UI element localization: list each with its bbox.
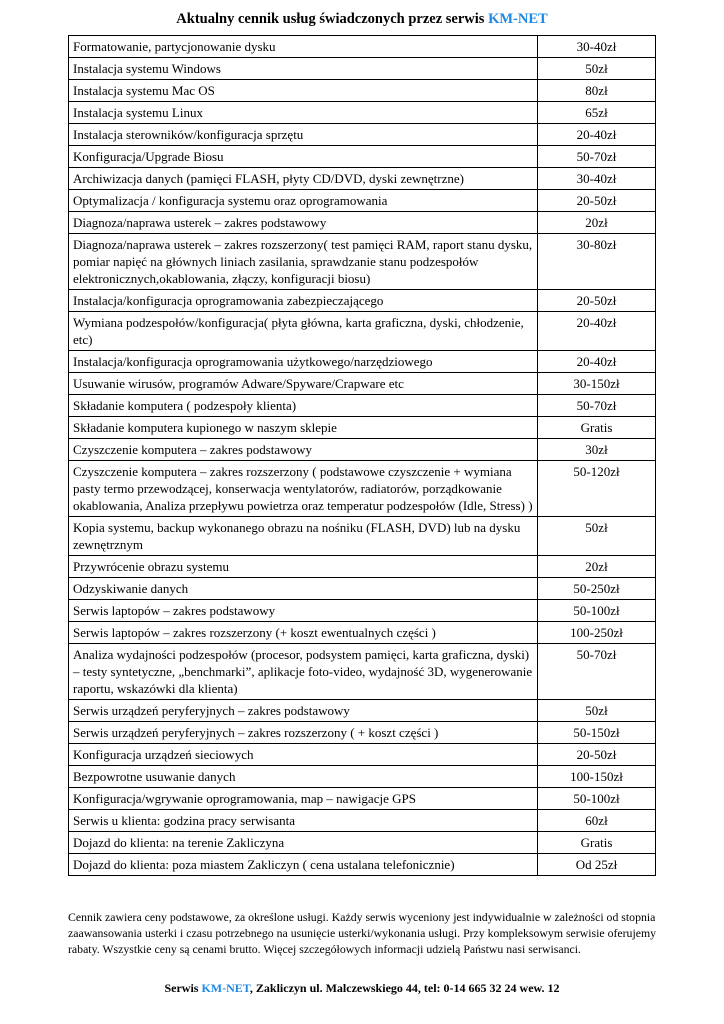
title-text: Aktualny cennik usług świadczonych przez serwis: [176, 11, 485, 27]
table-row: [68, 722, 656, 744]
table-row: [68, 600, 656, 622]
page-title: [0, 10, 724, 28]
service-name: Konfiguracja/Upgrade Biosu: [69, 146, 538, 167]
table-row: [68, 578, 656, 600]
table-row: [68, 80, 656, 102]
service-price: 50-100zł: [573, 603, 620, 618]
service-name: Optymalizacja / konfiguracja systemu oraz oprogramowania: [69, 190, 538, 211]
service-price: Gratis: [580, 835, 613, 850]
service-price: 100-250zł: [570, 625, 623, 640]
service-price: 50-150zł: [573, 725, 620, 740]
table-row: [68, 622, 656, 644]
service-price: 50-70zł: [576, 647, 617, 662]
service-name: Diagnoza/naprawa usterek – zakres rozszerzony( test pamięci RAM, raport stanu dysku, pomiar napięć na głównych liniach zasilania, sprawdzanie stanu podzespołów elektronicznych,okablowania, złączy, konfiguracji biosu): [69, 234, 538, 289]
service-name: Bezpowrotne usuwanie danych: [69, 766, 538, 787]
table-row: [68, 556, 656, 578]
service-name: Konfiguracja urządzeń sieciowych: [69, 744, 538, 765]
service-price: 80zł: [585, 83, 608, 98]
service-name: Archiwizacja danych (pamięci FLASH, płyty CD/DVD, dyski zewnętrzne): [69, 168, 538, 189]
table-row: [68, 766, 656, 788]
table-row: [68, 417, 656, 439]
table-row: [68, 854, 656, 876]
table-row: [68, 58, 656, 80]
price-table: [68, 35, 656, 876]
footer-brand: KM-NET: [201, 981, 250, 995]
footer: [0, 980, 724, 996]
service-name: Kopia systemu, backup wykonanego obrazu na nośniku (FLASH, DVD) lub na dysku zewnętrznym: [69, 517, 538, 555]
service-name: Składanie komputera ( podzespoły klienta): [69, 395, 538, 416]
service-price: 30-150zł: [573, 376, 620, 391]
service-price: 20zł: [585, 559, 608, 574]
service-name: Usuwanie wirusów, programów Adware/Spyware/Crapware etc: [69, 373, 538, 394]
service-price: 20-50zł: [576, 193, 617, 208]
price-note: Cennik zawiera ceny podstawowe, za określone usługi. Każdy serwis wyceniony jest indywidualnie w zależności od stopnia zaawansowania usterki i czasu potrzebnego na usunięcie usterki/wykonania usługi. Przy kompleksowym serwisie oferujemy rabaty. Wszystkie ceny są cenami brutto. Więcej szczegółowych informacji udzielą Państwu nasi serwisanci.: [68, 910, 657, 956]
service-name: Analiza wydajności podzespołów (procesor, podsystem pamięci, karta graficzna, dyski) – testy syntetyczne, „benchmarki”, aplikacje foto-video, wydajność 3D, wygenerowanie raportu, wskazówki dla klienta): [69, 644, 538, 699]
service-price: 50-70zł: [576, 398, 617, 413]
service-name: Składanie komputera kupionego w naszym sklepie: [69, 417, 538, 438]
service-name: Przywrócenie obrazu systemu: [69, 556, 538, 577]
table-row: [68, 373, 656, 395]
service-name: Serwis laptopów – zakres rozszerzony (+ koszt ewentualnych części ): [69, 622, 538, 643]
service-price: 50-120zł: [573, 464, 620, 479]
service-price: 50-100zł: [573, 791, 620, 806]
table-row: [68, 35, 656, 58]
service-name: Czyszczenie komputera – zakres podstawowy: [69, 439, 538, 460]
service-price: 20-50zł: [576, 747, 617, 762]
service-name: Wymiana podzespołów/konfiguracja( płyta główna, karta graficzna, dyski, chłodzenie, etc): [69, 312, 538, 350]
service-name: Instalacja/konfiguracja oprogramowania użytkowego/narzędziowego: [69, 351, 538, 372]
footer-address: , Zakliczyn ul. Malczewskiego 44, tel: 0-14 665 32 24 wew. 12: [249, 981, 560, 995]
service-price: 100-150zł: [570, 769, 623, 784]
service-price: 50-70zł: [576, 149, 617, 164]
service-name: Dojazd do klienta: poza miastem Zakliczyn ( cena ustalana telefonicznie): [69, 854, 538, 875]
service-price: 20-40zł: [576, 315, 617, 330]
service-name: Odzyskiwanie danych: [69, 578, 538, 599]
service-name: Serwis laptopów – zakres podstawowy: [69, 600, 538, 621]
service-name: Diagnoza/naprawa usterek – zakres podstawowy: [69, 212, 538, 233]
service-price: 20-50zł: [576, 293, 617, 308]
table-row: [68, 517, 656, 556]
service-price: 65zł: [585, 105, 608, 120]
table-row: [68, 439, 656, 461]
table-row: [68, 124, 656, 146]
service-name: Serwis urządzeń peryferyjnych – zakres podstawowy: [69, 700, 538, 721]
table-row: [68, 212, 656, 234]
table-row: [68, 190, 656, 212]
table-row: [68, 700, 656, 722]
service-price: 50-250zł: [573, 581, 620, 596]
service-price: 50zł: [585, 520, 608, 535]
table-row: [68, 234, 656, 290]
table-row: [68, 312, 656, 351]
table-row: [68, 146, 656, 168]
table-row: [68, 788, 656, 810]
table-row: [68, 395, 656, 417]
service-name: Instalacja systemu Windows: [69, 58, 538, 79]
service-price: 20-40zł: [576, 127, 617, 142]
service-price: Od 25zł: [575, 857, 618, 872]
service-name: Instalacja systemu Linux: [69, 102, 538, 123]
service-name: Instalacja sterowników/konfiguracja sprzętu: [69, 124, 538, 145]
table-row: [68, 351, 656, 373]
table-row: [68, 832, 656, 854]
table-row: [68, 290, 656, 312]
service-name: Formatowanie, partycjonowanie dysku: [69, 36, 538, 57]
service-price: Gratis: [580, 420, 613, 435]
service-name: Czyszczenie komputera – zakres rozszerzony ( podstawowe czyszczenie + wymiana pasty termo przewodzącej, konserwacja wentylatorów, radiatorów, porządkowanie okablowania, Analiza przepływu powietrza oraz temperatur podzespołów (Idle, Stress) ): [69, 461, 538, 516]
service-price: 30-80zł: [576, 237, 617, 252]
service-price: 50zł: [585, 703, 608, 718]
service-price: 50zł: [585, 61, 608, 76]
service-price: 30zł: [585, 442, 608, 457]
table-row: [68, 744, 656, 766]
service-name: Instalacja/konfiguracja oprogramowania zabezpieczającego: [69, 290, 538, 311]
service-price: 20zł: [585, 215, 608, 230]
footer-prefix: Serwis: [164, 981, 199, 995]
table-row: [68, 461, 656, 517]
table-row: [68, 102, 656, 124]
service-price: 20-40zł: [576, 354, 617, 369]
service-price: 30-40zł: [576, 171, 617, 186]
service-price: 30-40zł: [576, 39, 617, 54]
service-price: 60zł: [585, 813, 608, 828]
service-name: Konfiguracja/wgrywanie oprogramowania, map – nawigacje GPS: [69, 788, 538, 809]
table-row: [68, 644, 656, 700]
table-row: [68, 168, 656, 190]
service-name: Instalacja systemu Mac OS: [69, 80, 538, 101]
service-name: Serwis urządzeń peryferyjnych – zakres rozszerzony ( + koszt części ): [69, 722, 538, 743]
service-name: Dojazd do klienta: na terenie Zakliczyna: [69, 832, 538, 853]
table-row: [68, 810, 656, 832]
service-name: Serwis u klienta: godzina pracy serwisanta: [69, 810, 538, 831]
brand-name: KM-NET: [488, 11, 548, 27]
